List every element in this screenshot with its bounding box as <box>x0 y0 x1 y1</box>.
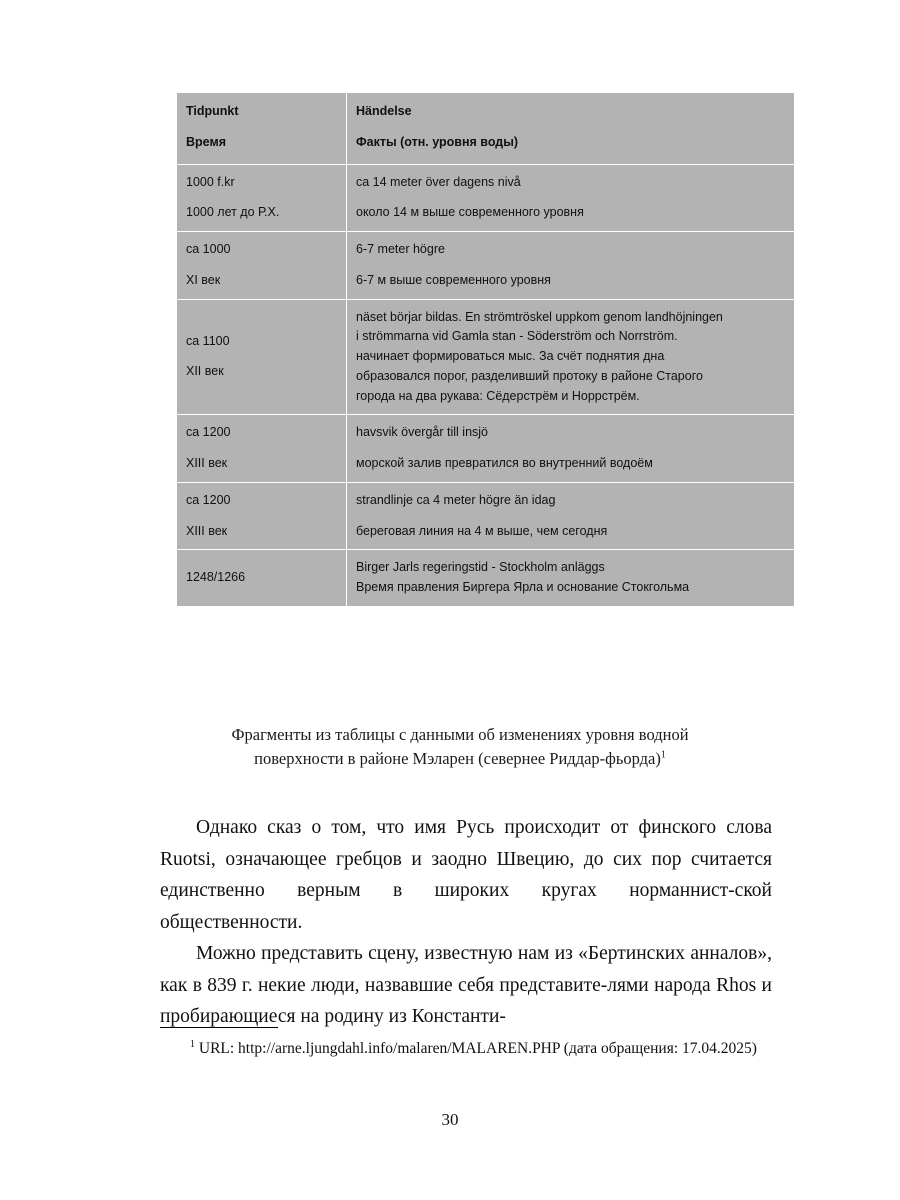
cell-time <box>177 232 347 300</box>
caption-line-1: Фрагменты из таблицы с данными об изменениях уровня водной <box>231 725 689 744</box>
event-ru-line: 6-7 м выше современного уровня <box>356 272 551 287</box>
event-sv-line: näset börjar bildas. En strömtröskel uppkom genom landhöjningen <box>356 309 723 324</box>
time-ru: XIII век <box>186 523 228 538</box>
water-level-table-container <box>176 92 758 607</box>
page-number: 30 <box>441 1110 459 1129</box>
time-ru: XIII век <box>186 456 228 470</box>
cell-time <box>177 482 347 550</box>
caption-footnote-marker: 1 <box>660 749 666 761</box>
cell-event <box>347 415 795 483</box>
paragraph-1: Однако сказ о том, что имя Русь происходит от финского слова Ruotsi, означающее гребцов и заодно Швецию, до сих пор считается единственно верным в широких кругах норманнист-ской общественности. <box>160 817 772 933</box>
header-cell-event <box>347 93 795 165</box>
table-header-row <box>177 93 795 165</box>
event-sv-line: Birger Jarls regeringstid - Stockholm anläggs <box>356 560 605 575</box>
body-text <box>160 812 772 1033</box>
header-time-ru: Время <box>186 134 226 149</box>
cell-time <box>177 550 347 607</box>
event-ru-line: начинает формироваться мыс. За счёт поднятия дна <box>356 349 665 363</box>
time-sv: 1248/1266 <box>186 570 246 585</box>
event-sv-line: i strömmarna vid Gamla stan - Söderström och Norrström. <box>356 329 678 344</box>
paragraph-2: Можно представить сцену, известную нам из «Бертинских анналов», как в 839 г. некие люди, назвавшие себя представите-лями народа Rhos и пробирающиеся на родину из Константи- <box>160 943 772 1028</box>
time-sv: ca 1100 <box>186 333 230 348</box>
header-cell-time <box>177 93 347 165</box>
time-sv: ca 1200 <box>186 425 231 440</box>
cell-time <box>177 415 347 483</box>
cell-event <box>347 232 795 300</box>
table-row <box>177 482 795 550</box>
cell-time <box>177 164 347 232</box>
footnote-separator <box>160 1027 278 1028</box>
caption-line-2: поверхности в районе Мэларен (севернее Риддар-фьорда) <box>254 748 661 768</box>
time-ru: 1000 лет до Р.Х. <box>186 205 280 220</box>
event-sv-line: 6-7 meter högre <box>356 242 445 256</box>
table-row <box>177 164 795 232</box>
header-event-sv: Händelse <box>356 104 412 118</box>
time-sv: 1000 f.kr <box>186 174 235 189</box>
cell-event <box>347 482 795 550</box>
table-row <box>177 550 795 607</box>
water-level-table <box>176 92 795 607</box>
table-row <box>177 415 795 483</box>
event-ru-line: Время правления Биргера Ярла и основание Стокгольма <box>356 580 690 594</box>
cell-event <box>347 550 795 607</box>
event-sv-line: ca 14 meter över dagens nivå <box>356 174 521 189</box>
header-time-sv: Tidpunkt <box>186 104 239 118</box>
footnote-text-block <box>160 1037 772 1060</box>
event-sv-line: strandlinje ca 4 meter högre än idag <box>356 492 556 507</box>
time-sv: ca 1200 <box>186 492 231 507</box>
footnote <box>160 1027 772 1060</box>
table-body <box>177 93 795 607</box>
footnote-text: URL: http://arne.ljungdahl.info/malaren/MALAREN.PHP (дата обращения: 17.04.2025) <box>198 1040 757 1058</box>
event-ru-line: около 14 м выше современного уровня <box>356 205 584 220</box>
event-sv-line: havsvik övergår till insjö <box>356 425 488 440</box>
table-row <box>177 232 795 300</box>
event-ru-line: береговая линия на 4 м выше, чем сегодня <box>356 523 608 538</box>
event-ru-line: морской залив превратился во внутренний водоём <box>356 456 653 470</box>
cell-time <box>177 299 347 415</box>
time-ru: XI век <box>186 272 221 287</box>
time-sv: ca 1000 <box>186 242 231 256</box>
figure-caption <box>150 723 770 771</box>
event-ru-line: образовался порог, разделивший протоку в районе Старого <box>356 368 703 383</box>
cell-event <box>347 164 795 232</box>
time-ru: XII век <box>186 364 224 379</box>
table-row <box>177 299 795 415</box>
footnote-marker: 1 <box>190 1039 195 1050</box>
cell-event <box>347 299 795 415</box>
event-ru-line: города на два рукава: Сёдерстрём и Норрстрём. <box>356 388 640 403</box>
header-event-ru: Факты (отн. уровня воды) <box>356 134 519 149</box>
